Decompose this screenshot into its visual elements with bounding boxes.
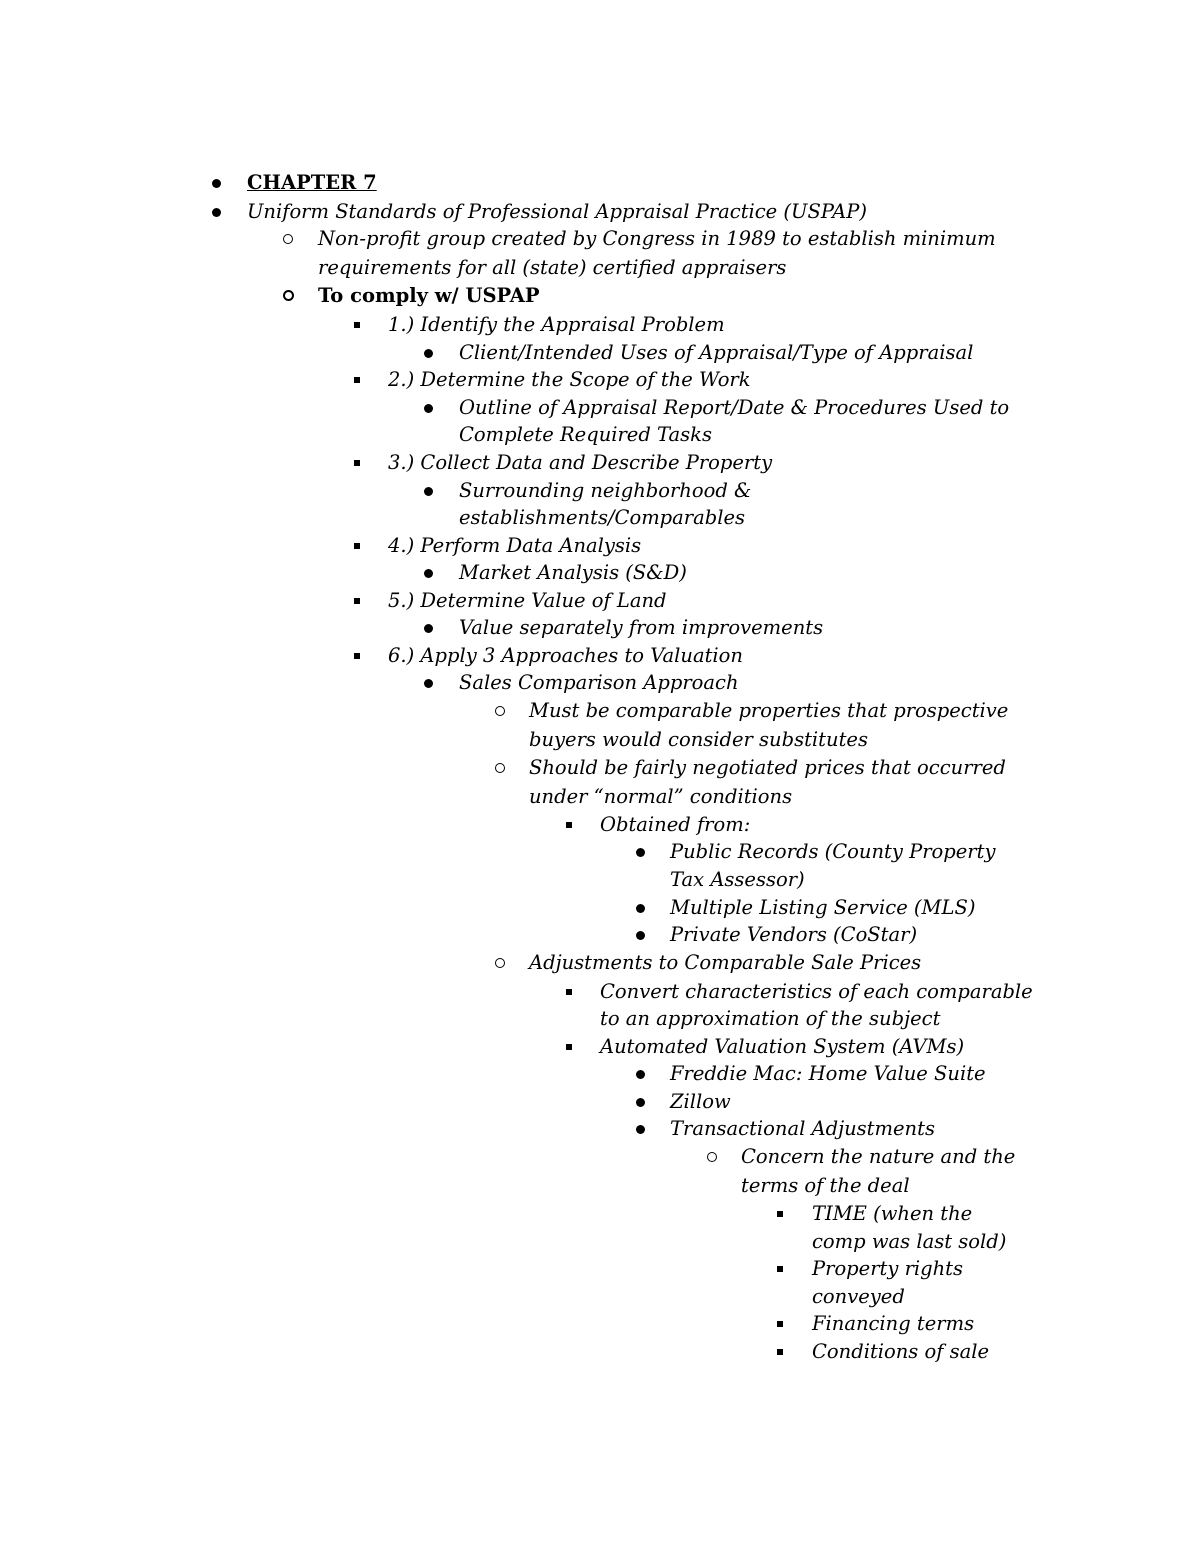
bullet-square-icon: [354, 543, 360, 549]
outline-item-text: Financing terms: [812, 1312, 975, 1335]
bullet-square-icon: [354, 377, 360, 383]
outline-item-text: Client/Intended Uses of Appraisal/Type of Appraisal: [459, 341, 974, 364]
bullet-disc-icon: [424, 487, 433, 496]
outline-item-text: Property rights: [812, 1257, 964, 1280]
outline-item-text: 6.) Apply 3 Approaches to Valuation: [388, 644, 743, 667]
bullet-circle-icon: [283, 234, 293, 244]
bullet-square-icon: [354, 460, 360, 466]
outline-item-text: Sales Comparison Approach: [459, 671, 739, 694]
outline-item-text: Private Vendors (CoStar): [670, 923, 918, 946]
outline-item-text: to an approximation of the subject: [600, 1007, 941, 1030]
outline-item-text: Freddie Mac: Home Value Suite: [670, 1062, 986, 1085]
outline-item-text: requirements for all (state) certified appraisers: [318, 256, 787, 279]
bullet-disc-icon: [212, 179, 221, 188]
bullet-disc-icon: [424, 349, 433, 358]
outline-item-text: Should be fairly negotiated prices that occurred: [529, 756, 1006, 779]
outline-item-text: Adjustments to Comparable Sale Prices: [529, 951, 922, 974]
bullet-square-icon: [566, 822, 572, 828]
bullet-square-icon: [354, 322, 360, 328]
outline-item-text: Zillow: [670, 1090, 731, 1113]
bullet-square-icon: [777, 1266, 783, 1272]
outline-item-text: Convert characteristics of each comparable: [600, 980, 1033, 1003]
outline-item-text: Conditions of sale: [812, 1340, 990, 1363]
bullet-disc-icon: [636, 1070, 645, 1079]
outline-item-text: Transactional Adjustments: [670, 1117, 935, 1140]
bullet-square-icon: [354, 653, 360, 659]
bullet-disc-icon: [636, 1098, 645, 1107]
bullet-disc-icon: [636, 848, 645, 857]
outline-item-text: establishments/Comparables: [459, 506, 746, 529]
outline-item-text: Automated Valuation System (AVMs): [600, 1035, 965, 1058]
bullet-disc-icon: [636, 1125, 645, 1134]
bullet-disc-icon: [424, 624, 433, 633]
outline-item-text: 3.) Collect Data and Describe Property: [388, 451, 773, 474]
bullet-square-icon: [566, 1044, 572, 1050]
bullet-circle-icon: [283, 290, 294, 301]
outline-item-text: buyers would consider substitutes: [529, 728, 868, 751]
bullet-circle-icon: [495, 763, 505, 773]
outline-item-text: Market Analysis (S&D): [459, 561, 687, 584]
bullet-disc-icon: [424, 569, 433, 578]
outline-item-text: Outline of Appraisal Report/Date & Procedures Used to: [459, 396, 1010, 419]
bullet-square-icon: [777, 1211, 783, 1217]
outline-item-text: Uniform Standards of Professional Appraisal Practice (USPAP): [247, 200, 867, 223]
outline-item-text: 2.) Determine the Scope of the Work: [388, 368, 751, 391]
bullet-disc-icon: [424, 679, 433, 688]
outline-item-text: Obtained from:: [600, 813, 751, 836]
outline-item-text: terms of the deal: [741, 1174, 910, 1197]
outline-item-text: Public Records (County Property: [670, 840, 996, 863]
bullet-square-icon: [777, 1321, 783, 1327]
outline-item-text: 4.) Perform Data Analysis: [388, 534, 642, 557]
outline-item-text: Must be comparable properties that prospective: [529, 699, 1009, 722]
outline-item-text: TIME (when the: [812, 1202, 973, 1225]
outline-item-text: Surrounding neighborhood &: [459, 479, 752, 502]
outline-item-text: Complete Required Tasks: [459, 423, 712, 446]
outline-item-text: under “normal” conditions: [529, 785, 793, 808]
chapter-heading: CHAPTER 7: [247, 171, 377, 194]
bullet-circle-icon: [707, 1152, 717, 1162]
outline-heading-text: To comply w/ USPAP: [318, 284, 540, 307]
outline-item-text: conveyed: [812, 1285, 905, 1308]
bullet-square-icon: [354, 598, 360, 604]
outline-item-text: Tax Assessor): [670, 868, 805, 891]
outline-item-text: comp was last sold): [812, 1230, 1007, 1253]
bullet-disc-icon: [424, 404, 433, 413]
bullet-circle-icon: [495, 706, 505, 716]
bullet-square-icon: [777, 1349, 783, 1355]
outline-item-text: Non-profit group created by Congress in 1989 to establish minimum: [318, 227, 996, 250]
outline-item-text: 5.) Determine Value of Land: [388, 589, 667, 612]
bullet-circle-icon: [495, 958, 505, 968]
outline-item-text: Multiple Listing Service (MLS): [670, 896, 976, 919]
bullet-disc-icon: [636, 931, 645, 940]
outline-item-text: Concern the nature and the: [741, 1145, 1016, 1168]
outline-item-text: 1.) Identify the Appraisal Problem: [388, 313, 725, 336]
bullet-disc-icon: [636, 904, 645, 913]
outline-item-text: Value separately from improvements: [459, 616, 824, 639]
bullet-disc-icon: [212, 208, 221, 217]
bullet-square-icon: [566, 989, 572, 995]
